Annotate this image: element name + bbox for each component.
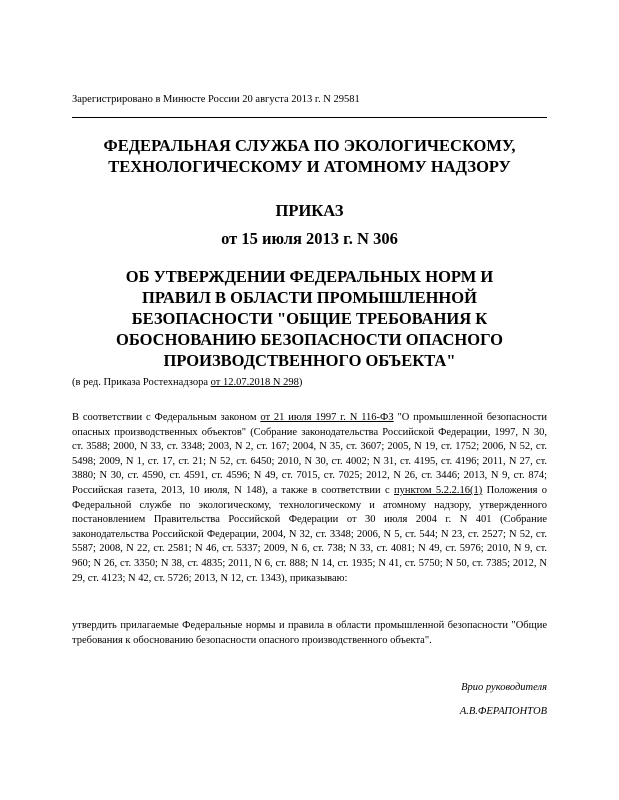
order-heading: ПРИКАЗ: [275, 201, 344, 220]
registration-note: Зарегистрировано в Минюсте России 20 августа 2013 г. N 29581: [72, 94, 360, 105]
document-title: [72, 266, 547, 371]
title-line-3: БЕЗОПАСНОСТИ "ОБЩИЕ ТРЕБОВАНИЯ К: [131, 309, 488, 328]
revision-suffix: ): [298, 377, 303, 388]
federal-law-link[interactable]: от 21 июля 1997 г. N 116-ФЗ: [260, 412, 394, 423]
regulation-clause-link[interactable]: пунктом 5.2.2.16(1): [393, 484, 483, 496]
title-line-2: ПРАВИЛ В ОБЛАСТИ ПРОМЫШЛЕННОЙ: [142, 288, 477, 307]
title-line-4: ОБОСНОВАНИЮ БЕЗОПАСНОСТИ ОПАСНОГО: [115, 330, 504, 349]
agency-name: [72, 135, 547, 177]
signatory-position: Врио руководителя: [461, 682, 547, 693]
order-date: от 15 июля 2013 г. N 306: [221, 229, 398, 248]
preamble-text-a: В соответствии с Федеральным законом: [72, 412, 261, 423]
title-line-5: ПРОИЗВОДСТВЕННОГО ОБЪЕКТА": [163, 351, 456, 370]
preamble-text-b: "О промышленной безопасности опасных производственных объектов" (Собрание законодательства Российской Федерации, 1997, N 30, ст. 3588; 2000, N 33, ст. 3348; 2003, N 2, ст. 167; 2004, N 35, ст. 3607; 2005, N 19, ст. 1752; 2006, N 52, ст. 5498; 2009, N 1, ст. 17, ст. 21; N 52, ст. 6450; 2010, N 30, ст. 4002; N 31, ст. 4195, ст. 4196; 2011, N 27, ст. 3880; N 30, ст. 4590, ст. 4591, ст. 4596; N 49, ст. 7015, ст. 7025; 2012, N 26, ст. 3446; 2013, N 9, ст. 874; Российская газета, 2013, 10 июля, N 148), а также в соответствии с: [72, 412, 547, 496]
header-divider: [72, 117, 547, 118]
revision-prefix: (в ред. Приказа Ростехнадзора: [72, 377, 211, 388]
order-paragraph: утвердить прилагаемые Федеральные нормы и правила в области промышленной безопасности "Общие требования к обоснованию безопасности опасного производственного объекта".: [72, 620, 547, 646]
revision-link[interactable]: от 12.07.2018 N 298: [210, 377, 299, 388]
title-line-1: ОБ УТВЕРЖДЕНИИ ФЕДЕРАЛЬНЫХ НОРМ И: [125, 267, 494, 286]
preamble-text-c: Положения о Федеральной службе по экологическому, технологическому и атомному надзору, утвержденного постановлением Правительства Российской Федерации от 30 июля 2004 г. N 401 (Собрание законодательства Российской Федерации, 2004, N 32, ст. 3348; 2006, N 5, ст. 544; N 23, ст. 2527; N 52, ст. 5587; 2008, N 22, ст. 2581; N 46, ст. 5337; 2009, N 6, ст. 738; N 33, ст. 4081; N 49, ст. 5976; 2010, N 9, ст. 960; N 26, ст. 3350; N 38, ст. 4835; 2011, N 6, ст. 888; N 14, ст. 1935; N 41, ст. 5750; N 50, ст. 7385; 2012, N 29, ст. 4123; N 42, ст. 5726; 2013, N 12, ст. 1343), приказываю:: [72, 484, 547, 584]
agency-line-2: ТЕХНОЛОГИЧЕСКОМУ И АТОМНОМУ НАДЗОРУ: [108, 157, 511, 176]
revision-note: [72, 377, 302, 388]
agency-line-1: ФЕДЕРАЛЬНАЯ СЛУЖБА ПО ЭКОЛОГИЧЕСКОМУ,: [103, 136, 516, 155]
signatory-name: А.В.ФЕРАПОНТОВ: [459, 706, 547, 717]
preamble-paragraph: [72, 411, 547, 586]
